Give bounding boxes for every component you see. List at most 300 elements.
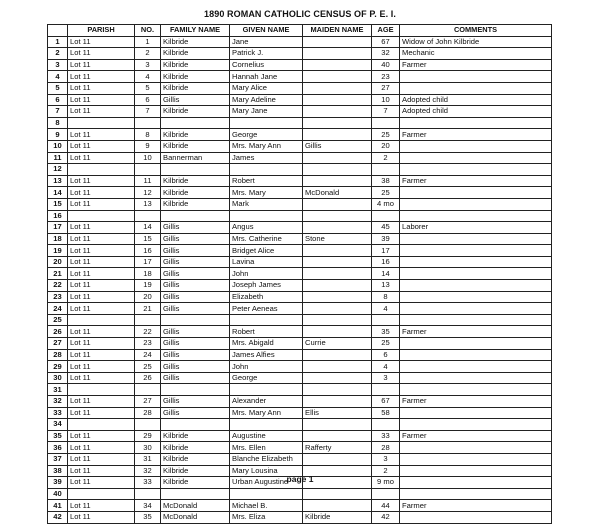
cell-maiden-name — [303, 198, 372, 210]
cell-num — [135, 164, 161, 176]
cell-num: 7 — [135, 106, 161, 118]
cell-family-name: Gillis — [161, 233, 230, 245]
cell-row-num: 17 — [48, 222, 68, 234]
cell-comments: Farmer — [400, 59, 552, 71]
cell-comments — [400, 407, 552, 419]
cell-row-num: 14 — [48, 187, 68, 199]
table-row — [48, 187, 552, 199]
cell-comments: Farmer — [400, 129, 552, 141]
page-number: page 1 — [286, 474, 314, 484]
cell-maiden-name — [303, 222, 372, 234]
cell-comments: Widow of John Kilbride — [400, 36, 552, 48]
cell-age: 23 — [372, 71, 400, 83]
cell-age — [372, 117, 400, 129]
cell-row-num: 30 — [48, 372, 68, 384]
cell-given-name: John — [230, 361, 303, 373]
cell-comments — [400, 245, 552, 257]
cell-family-name: Kilbride — [161, 129, 230, 141]
cell-num — [135, 384, 161, 396]
cell-comments: Laborer — [400, 222, 552, 234]
cell-family-name: Gillis — [161, 372, 230, 384]
cell-row-num: 16 — [48, 210, 68, 222]
cell-row-num: 41 — [48, 500, 68, 512]
cell-family-name: Gillis — [161, 256, 230, 268]
cell-age: 28 — [372, 442, 400, 454]
cell-parish: Lot 11 — [68, 407, 135, 419]
cell-family-name: Gillis — [161, 222, 230, 234]
table-row — [48, 326, 552, 338]
cell-num — [135, 210, 161, 222]
cell-comments — [400, 349, 552, 361]
cell-comments — [400, 314, 552, 326]
census-table-body — [48, 36, 552, 523]
cell-age: 35 — [372, 326, 400, 338]
cell-family-name: Kilbride — [161, 48, 230, 60]
cell-age: 4 — [372, 361, 400, 373]
cell-family-name: Gillis — [161, 407, 230, 419]
cell-num: 2 — [135, 48, 161, 60]
cell-given-name: George — [230, 372, 303, 384]
cell-maiden-name — [303, 106, 372, 118]
table-row — [48, 210, 552, 222]
cell-age: 13 — [372, 280, 400, 292]
cell-maiden-name — [303, 453, 372, 465]
cell-row-num: 5 — [48, 82, 68, 94]
header-cell-no: NO. — [135, 25, 161, 37]
cell-parish: Lot 11 — [68, 175, 135, 187]
cell-age — [372, 419, 400, 431]
cell-num: 17 — [135, 256, 161, 268]
cell-row-num: 38 — [48, 465, 68, 477]
table-row — [48, 71, 552, 83]
cell-age: 38 — [372, 175, 400, 187]
cell-parish: Lot 11 — [68, 198, 135, 210]
table-row — [48, 94, 552, 106]
cell-age: 10 — [372, 94, 400, 106]
table-row — [48, 511, 552, 523]
cell-parish: Lot 11 — [68, 465, 135, 477]
cell-maiden-name — [303, 94, 372, 106]
cell-row-num: 42 — [48, 511, 68, 523]
cell-num — [135, 488, 161, 500]
cell-num: 34 — [135, 500, 161, 512]
header-cell-comments: COMMENTS — [400, 25, 552, 37]
cell-row-num: 25 — [48, 314, 68, 326]
cell-num: 6 — [135, 94, 161, 106]
cell-parish: Lot 11 — [68, 500, 135, 512]
cell-family-name: Kilbride — [161, 477, 230, 489]
cell-maiden-name — [303, 372, 372, 384]
cell-row-num: 26 — [48, 326, 68, 338]
cell-num — [135, 117, 161, 129]
cell-parish: Lot 11 — [68, 94, 135, 106]
cell-parish: Lot 11 — [68, 187, 135, 199]
cell-row-num: 32 — [48, 396, 68, 408]
cell-age: 3 — [372, 453, 400, 465]
table-row — [48, 384, 552, 396]
cell-row-num: 13 — [48, 175, 68, 187]
table-row — [48, 268, 552, 280]
cell-given-name: Joseph James — [230, 280, 303, 292]
cell-parish: Lot 11 — [68, 338, 135, 350]
cell-row-num: 35 — [48, 430, 68, 442]
cell-row-num: 21 — [48, 268, 68, 280]
cell-family-name: Kilbride — [161, 36, 230, 48]
cell-comments — [400, 453, 552, 465]
cell-age — [372, 164, 400, 176]
cell-comments — [400, 291, 552, 303]
cell-parish: Lot 11 — [68, 349, 135, 361]
cell-comments: Adopted child — [400, 94, 552, 106]
cell-age: 27 — [372, 82, 400, 94]
table-row — [48, 442, 552, 454]
cell-parish: Lot 11 — [68, 48, 135, 60]
cell-row-num: 34 — [48, 419, 68, 431]
cell-family-name: Kilbride — [161, 465, 230, 477]
table-row — [48, 36, 552, 48]
cell-comments — [400, 82, 552, 94]
cell-parish: Lot 11 — [68, 326, 135, 338]
cell-maiden-name: Ellis — [303, 407, 372, 419]
cell-parish: Lot 11 — [68, 222, 135, 234]
cell-family-name: Gillis — [161, 361, 230, 373]
cell-family-name: Gillis — [161, 94, 230, 106]
cell-maiden-name: Stone — [303, 233, 372, 245]
cell-age: 45 — [372, 222, 400, 234]
cell-given-name: Mrs. Eliza — [230, 511, 303, 523]
table-row — [48, 256, 552, 268]
cell-comments — [400, 198, 552, 210]
cell-num: 15 — [135, 233, 161, 245]
cell-age: 40 — [372, 59, 400, 71]
cell-maiden-name — [303, 500, 372, 512]
cell-parish — [68, 488, 135, 500]
cell-parish: Lot 11 — [68, 280, 135, 292]
cell-row-num: 1 — [48, 36, 68, 48]
cell-given-name: Angus — [230, 222, 303, 234]
cell-given-name — [230, 210, 303, 222]
cell-num: 3 — [135, 59, 161, 71]
cell-family-name: Kilbride — [161, 198, 230, 210]
cell-num — [135, 419, 161, 431]
cell-maiden-name — [303, 82, 372, 94]
cell-parish: Lot 11 — [68, 245, 135, 257]
cell-given-name: Mary Alice — [230, 82, 303, 94]
cell-parish — [68, 314, 135, 326]
cell-num: 22 — [135, 326, 161, 338]
cell-row-num: 20 — [48, 256, 68, 268]
cell-maiden-name — [303, 117, 372, 129]
cell-maiden-name — [303, 268, 372, 280]
cell-row-num: 15 — [48, 198, 68, 210]
cell-age: 44 — [372, 500, 400, 512]
cell-comments — [400, 280, 552, 292]
cell-comments — [400, 233, 552, 245]
table-row — [48, 303, 552, 315]
cell-maiden-name — [303, 384, 372, 396]
cell-comments — [400, 164, 552, 176]
cell-age: 4 mo — [372, 198, 400, 210]
cell-given-name: Elizabeth — [230, 291, 303, 303]
cell-comments — [400, 117, 552, 129]
cell-num: 5 — [135, 82, 161, 94]
cell-family-name: Kilbride — [161, 175, 230, 187]
cell-num: 1 — [135, 36, 161, 48]
cell-parish: Lot 11 — [68, 430, 135, 442]
cell-comments — [400, 442, 552, 454]
cell-parish: Lot 11 — [68, 256, 135, 268]
cell-num: 8 — [135, 129, 161, 141]
cell-age — [372, 314, 400, 326]
cell-maiden-name — [303, 488, 372, 500]
cell-maiden-name — [303, 430, 372, 442]
cell-num: 28 — [135, 407, 161, 419]
cell-comments — [400, 71, 552, 83]
cell-num: 21 — [135, 303, 161, 315]
cell-comments — [400, 152, 552, 164]
cell-maiden-name — [303, 256, 372, 268]
cell-age: 14 — [372, 268, 400, 280]
cell-parish: Lot 11 — [68, 106, 135, 118]
cell-parish — [68, 210, 135, 222]
cell-family-name: McDonald — [161, 500, 230, 512]
table-row — [48, 314, 552, 326]
cell-num — [135, 314, 161, 326]
cell-given-name: Robert — [230, 326, 303, 338]
cell-num: 35 — [135, 511, 161, 523]
cell-row-num: 19 — [48, 245, 68, 257]
header-cell-family-name: FAMILY NAME — [161, 25, 230, 37]
cell-given-name: Mrs. Ellen — [230, 442, 303, 454]
cell-comments — [400, 140, 552, 152]
table-row — [48, 222, 552, 234]
cell-age: 17 — [372, 245, 400, 257]
cell-num: 16 — [135, 245, 161, 257]
cell-row-num: 39 — [48, 477, 68, 489]
cell-comments — [400, 187, 552, 199]
cell-num: 31 — [135, 453, 161, 465]
cell-given-name: Alexander — [230, 396, 303, 408]
cell-maiden-name — [303, 48, 372, 60]
cell-maiden-name — [303, 326, 372, 338]
cell-comments — [400, 256, 552, 268]
cell-row-num: 22 — [48, 280, 68, 292]
cell-parish: Lot 11 — [68, 511, 135, 523]
cell-family-name: Gillis — [161, 338, 230, 350]
cell-row-num: 11 — [48, 152, 68, 164]
cell-given-name — [230, 384, 303, 396]
cell-row-num: 31 — [48, 384, 68, 396]
cell-maiden-name — [303, 396, 372, 408]
cell-age: 4 — [372, 303, 400, 315]
cell-given-name: Mrs. Abigald — [230, 338, 303, 350]
cell-parish: Lot 11 — [68, 372, 135, 384]
cell-row-num: 7 — [48, 106, 68, 118]
cell-family-name: Kilbride — [161, 453, 230, 465]
cell-family-name: Gillis — [161, 291, 230, 303]
cell-maiden-name — [303, 175, 372, 187]
cell-comments: Farmer — [400, 326, 552, 338]
cell-comments: Mechanic — [400, 48, 552, 60]
cell-given-name: James — [230, 152, 303, 164]
cell-age: 32 — [372, 48, 400, 60]
cell-maiden-name — [303, 36, 372, 48]
table-row — [48, 453, 552, 465]
cell-given-name — [230, 164, 303, 176]
cell-age: 9 mo — [372, 477, 400, 489]
cell-given-name: Michael B. — [230, 500, 303, 512]
table-row — [48, 407, 552, 419]
cell-row-num: 27 — [48, 338, 68, 350]
cell-maiden-name — [303, 245, 372, 257]
cell-given-name: John — [230, 268, 303, 280]
cell-given-name: Jane — [230, 36, 303, 48]
cell-family-name: Kilbride — [161, 430, 230, 442]
cell-parish: Lot 11 — [68, 396, 135, 408]
cell-family-name: Gillis — [161, 326, 230, 338]
cell-comments — [400, 210, 552, 222]
cell-num: 11 — [135, 175, 161, 187]
cell-parish: Lot 11 — [68, 82, 135, 94]
table-row — [48, 82, 552, 94]
header-cell-parish: PARISH — [68, 25, 135, 37]
cell-num: 30 — [135, 442, 161, 454]
cell-given-name: Mary Adeline — [230, 94, 303, 106]
cell-maiden-name — [303, 59, 372, 71]
cell-given-name: Peter Aeneas — [230, 303, 303, 315]
cell-comments — [400, 338, 552, 350]
cell-row-num: 28 — [48, 349, 68, 361]
cell-parish: Lot 11 — [68, 442, 135, 454]
cell-comments: Farmer — [400, 396, 552, 408]
cell-age: 2 — [372, 465, 400, 477]
cell-comments: Farmer — [400, 500, 552, 512]
cell-age: 2 — [372, 152, 400, 164]
cell-num: 12 — [135, 187, 161, 199]
cell-maiden-name — [303, 129, 372, 141]
cell-family-name: Gillis — [161, 303, 230, 315]
cell-given-name: Mrs. Mary Ann — [230, 407, 303, 419]
census-table — [47, 24, 552, 524]
cell-parish — [68, 117, 135, 129]
cell-age — [372, 210, 400, 222]
cell-family-name: Kilbride — [161, 106, 230, 118]
cell-family-name: Gillis — [161, 280, 230, 292]
cell-family-name: McDonald — [161, 511, 230, 523]
table-row — [48, 349, 552, 361]
cell-row-num: 40 — [48, 488, 68, 500]
cell-family-name — [161, 384, 230, 396]
table-row — [48, 488, 552, 500]
cell-comments — [400, 361, 552, 373]
cell-age: 20 — [372, 140, 400, 152]
cell-given-name — [230, 419, 303, 431]
cell-comments: Farmer — [400, 175, 552, 187]
cell-age: 7 — [372, 106, 400, 118]
table-row — [48, 361, 552, 373]
cell-given-name: Bridget Alice — [230, 245, 303, 257]
cell-given-name — [230, 488, 303, 500]
cell-family-name: Gillis — [161, 396, 230, 408]
cell-comments — [400, 488, 552, 500]
cell-age: 25 — [372, 187, 400, 199]
cell-num: 18 — [135, 268, 161, 280]
cell-age: 67 — [372, 396, 400, 408]
cell-given-name: Blanche Elizabeth — [230, 453, 303, 465]
table-row — [48, 152, 552, 164]
cell-row-num: 4 — [48, 71, 68, 83]
cell-row-num: 33 — [48, 407, 68, 419]
cell-maiden-name — [303, 280, 372, 292]
cell-given-name: Mary Jane — [230, 106, 303, 118]
cell-family-name — [161, 164, 230, 176]
cell-family-name — [161, 314, 230, 326]
cell-num: 26 — [135, 372, 161, 384]
cell-given-name: Mrs. Catherine — [230, 233, 303, 245]
cell-maiden-name: Rafferty — [303, 442, 372, 454]
table-row — [48, 117, 552, 129]
header-cell-given-name: GIVEN NAME — [230, 25, 303, 37]
cell-row-num: 9 — [48, 129, 68, 141]
cell-maiden-name — [303, 71, 372, 83]
table-row — [48, 233, 552, 245]
cell-given-name: Urban Augustine — [230, 477, 303, 489]
cell-parish: Lot 11 — [68, 59, 135, 71]
cell-comments: Farmer — [400, 430, 552, 442]
header-cell-row-number — [48, 25, 68, 37]
cell-row-num: 8 — [48, 117, 68, 129]
cell-num: 25 — [135, 361, 161, 373]
cell-row-num: 29 — [48, 361, 68, 373]
cell-num: 14 — [135, 222, 161, 234]
cell-age: 39 — [372, 233, 400, 245]
cell-num: 33 — [135, 477, 161, 489]
table-row — [48, 430, 552, 442]
cell-family-name: Kilbride — [161, 442, 230, 454]
cell-parish: Lot 11 — [68, 129, 135, 141]
cell-comments — [400, 268, 552, 280]
header-cell-maiden-name: MAIDEN NAME — [303, 25, 372, 37]
cell-maiden-name — [303, 152, 372, 164]
cell-family-name: Kilbride — [161, 59, 230, 71]
cell-maiden-name — [303, 164, 372, 176]
table-row — [48, 372, 552, 384]
cell-family-name: Gillis — [161, 349, 230, 361]
cell-row-num: 18 — [48, 233, 68, 245]
page-title: 1890 ROMAN CATHOLIC CENSUS OF P. E. I. — [204, 9, 396, 19]
cell-maiden-name: McDonald — [303, 187, 372, 199]
cell-parish: Lot 11 — [68, 71, 135, 83]
cell-given-name: Patrick J. — [230, 48, 303, 60]
cell-maiden-name — [303, 419, 372, 431]
cell-comments — [400, 384, 552, 396]
cell-maiden-name — [303, 291, 372, 303]
table-row — [48, 245, 552, 257]
cell-parish — [68, 384, 135, 396]
cell-num: 20 — [135, 291, 161, 303]
cell-given-name: George — [230, 129, 303, 141]
cell-parish — [68, 164, 135, 176]
cell-row-num: 36 — [48, 442, 68, 454]
cell-given-name: Robert — [230, 175, 303, 187]
cell-parish: Lot 11 — [68, 477, 135, 489]
table-row — [48, 48, 552, 60]
cell-row-num: 3 — [48, 59, 68, 71]
cell-family-name: Kilbride — [161, 140, 230, 152]
cell-age: 8 — [372, 291, 400, 303]
cell-row-num: 12 — [48, 164, 68, 176]
cell-age: 16 — [372, 256, 400, 268]
